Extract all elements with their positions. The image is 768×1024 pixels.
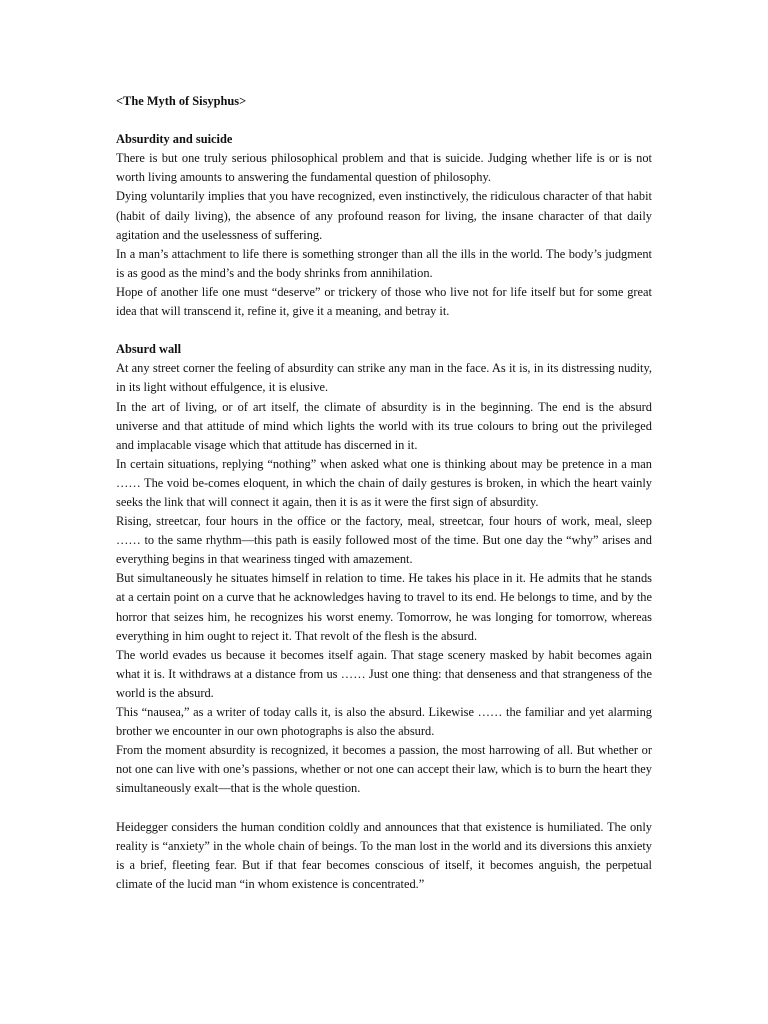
section-heading: Absurd wall [116, 342, 182, 357]
paragraph: Rising, streetcar, four hours in the office or the factory, meal, streetcar, four hours of work, meal, sleep …… to the same rhythm—this path is easily followed most of the time. But one day the “why” arises and everything begins in that weariness tinged with amazement. [116, 514, 652, 567]
section-absurdity-and-suicide [116, 130, 652, 321]
paragraph: But simultaneously he situates himself in relation to time. He takes his place in it. He admits that he stands at a certain point on a curve that he acknowledges having to travel to its end. He belongs to time, and by the horror that seizes him, he recognizes his worst enemy. Tomorrow, he was longing for tomorrow, whereas everything in him ought to reject it. That revolt of the flesh is the absurd. [116, 571, 652, 643]
paragraph: From the moment absurdity is recognized, it becomes a passion, the most harrowing of all. But whether or not one can live with one’s passions, whether or not one can accept their law, which is to burn the heart they simultaneously exalt—that is the whole question. [116, 743, 652, 796]
paragraph: This “nausea,” as a writer of today calls it, is also the absurd. Likewise …… the familiar and yet alarming brother we encounter in our own photographs is also the absurd. [116, 705, 652, 739]
section-heidegger [116, 818, 652, 894]
paragraph: Hope of another life one must “deserve” or trickery of those who live not for life itself but for some great idea that will transcend it, refine it, give it a meaning, and betray it. [116, 284, 652, 319]
document-title: <The Myth of Sisyphus> [116, 94, 247, 108]
paragraph: In certain situations, replying “nothing” when asked what one is thinking about may be pretence in a man …… The void be-comes eloquent, in which the chain of daily gestures is broken, in which the heart vainly seeks the link that will connect it again, then it is as it were the first sign of absurdity. [116, 456, 652, 509]
section-heading: Absurdity and suicide [116, 132, 233, 147]
document-page [116, 92, 652, 913]
paragraph: In the art of living, or of art itself, the climate of absurdity is in the beginning. The end is the absurd universe and that attitude of mind which lights the world with its true colours to bring out the privileged and implacable visage which that attitude has discerned in it. [116, 399, 652, 452]
paragraph: Heidegger considers the human condition coldly and announces that that existence is humiliated. The only reality is “anxiety” in the whole chain of beings. To the man lost in the world and its diversions this anxiety is a brief, fleeting fear. But if that fear becomes conscious of itself, it becomes anguish, the perpetual climate of the lucid man “in whom existence is concentrated.” [116, 819, 652, 891]
paragraph: Dying voluntarily implies that you have recognized, even instinctively, the ridiculous character of that habit (habit of daily living), the absence of any profound reason for living, the insane character of that daily agitation and the uselessness of suffering. [116, 189, 652, 242]
paragraph: The world evades us because it becomes itself again. That stage scenery masked by habit becomes again what it is. It withdraws at a distance from us …… Just one thing: that denseness and that strangeness of the world is the absurd. [116, 647, 652, 700]
paragraph: There is but one truly serious philosophical problem and that is suicide. Judging whether life is or is not worth living amounts to answering the fundamental question of philosophy. [116, 151, 652, 185]
section-absurd-wall [116, 340, 652, 798]
paragraph: In a man’s attachment to life there is something stronger than all the ills in the world. The body’s judgment is as good as the mind’s and the body shrinks from annihilation. [116, 246, 652, 280]
paragraph: At any street corner the feeling of absurdity can strike any man in the face. As it is, in its distressing nudity, in its light without effulgence, it is elusive. [116, 361, 652, 395]
